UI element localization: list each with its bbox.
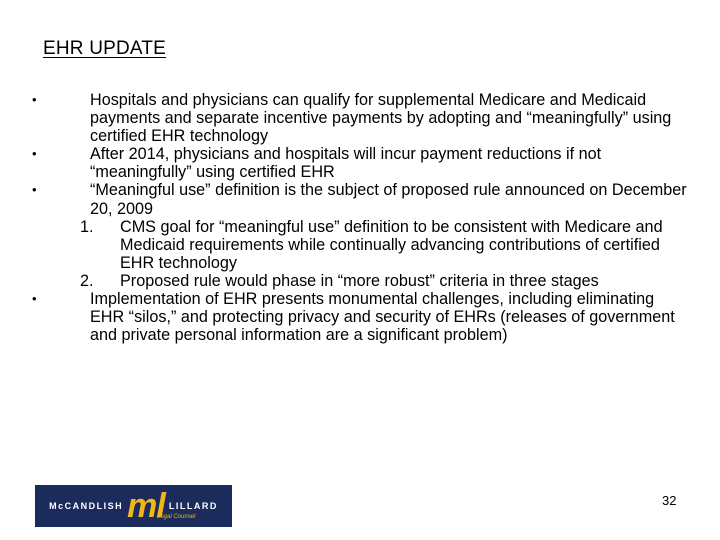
list-item-text: Hospitals and physicians can qualify for supplemental Medicare and Medicaid payments and separate incentive payments by adopting and “meaningfully” using certified EHR technology bbox=[90, 91, 672, 146]
bullet-marker: • bbox=[32, 291, 37, 307]
numbered-sub-item bbox=[0, 272, 720, 290]
logo-mark: ml bbox=[127, 487, 165, 525]
numbered-sub-item bbox=[0, 218, 720, 272]
list-item bbox=[0, 91, 720, 145]
list-item bbox=[0, 145, 720, 181]
bullet-list bbox=[0, 91, 720, 344]
list-item bbox=[0, 290, 720, 344]
list-item bbox=[0, 181, 720, 217]
sub-item-text: CMS goal for “meaningful use” definition to be consistent with Medicare and Medicaid requirements while continually advancing contributions of certified EHR technology bbox=[120, 217, 663, 272]
list-item-text: Implementation of EHR presents monumental challenges, including eliminating EHR “silos,” and protecting privacy and security of EHRs (releases of government and private personal information are a significant problem) bbox=[90, 290, 675, 345]
number-marker: 2. bbox=[80, 271, 94, 290]
bullet-marker: • bbox=[32, 146, 37, 162]
sub-item-text: Proposed rule would phase in “more robust” criteria in three stages bbox=[120, 271, 599, 290]
slide-title: EHR UPDATE bbox=[43, 38, 167, 59]
page-number: 32 bbox=[662, 493, 677, 508]
list-item-text: “Meaningful use” definition is the subject of proposed rule announced on December 20, 2009 bbox=[90, 181, 687, 218]
logo-right-text: LILLARD bbox=[168, 501, 218, 511]
logo-left-text: McCANDLISH bbox=[49, 501, 124, 511]
logo-subtitle: Legal Counsel bbox=[157, 514, 196, 520]
list-item-text: After 2014, physicians and hospitals will incur payment reductions if not “meaningfully” using certified EHR bbox=[90, 145, 602, 182]
firm-logo bbox=[35, 485, 232, 527]
bullet-marker: • bbox=[32, 182, 37, 198]
number-marker: 1. bbox=[80, 217, 94, 236]
bullet-marker: • bbox=[32, 92, 37, 107]
